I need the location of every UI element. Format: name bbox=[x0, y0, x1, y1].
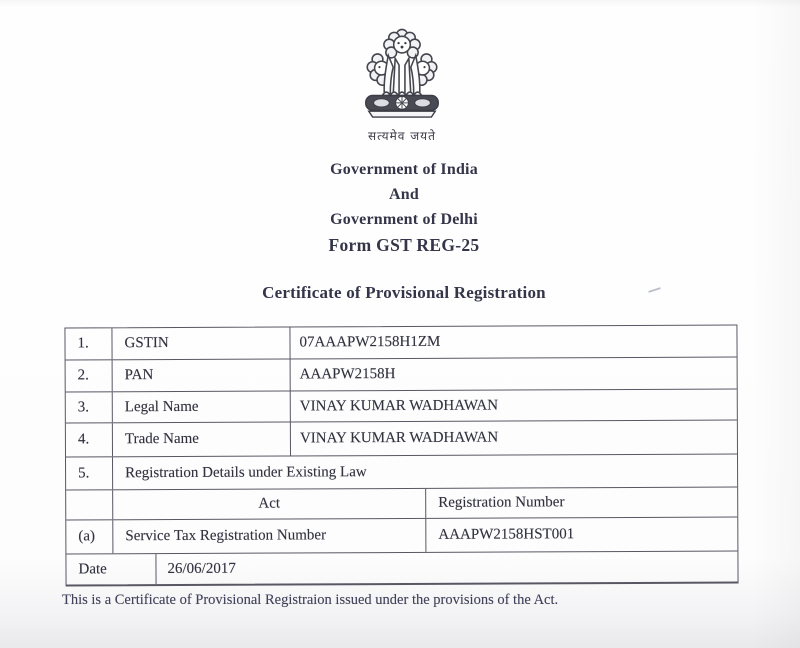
date-value: 26/06/2017 bbox=[167, 560, 236, 577]
emblem-motto: सत्यमेव जयते bbox=[368, 129, 436, 143]
national-emblem-of-india bbox=[352, 26, 452, 144]
footer-note: This is a Certificate of Provisional Registraion issued under the provisions of the Act. bbox=[62, 592, 559, 608]
form-number: Form GST REG-25 bbox=[328, 235, 480, 255]
service-tax-registration-number-value: AAAPW2158HST001 bbox=[438, 526, 575, 543]
act-column-header: Act bbox=[113, 489, 426, 519]
row-number: 1. bbox=[65, 328, 112, 359]
table-row-service-tax bbox=[66, 518, 737, 555]
table-row-act-header bbox=[66, 488, 737, 521]
certificate-title: Certificate of Provisional Registration bbox=[262, 283, 546, 302]
row-label: GSTIN bbox=[112, 327, 290, 359]
header-government-of-india: Government of India bbox=[330, 161, 478, 178]
row-number: 5. bbox=[66, 457, 113, 489]
empty-cell bbox=[66, 490, 113, 519]
row-number: 4. bbox=[66, 423, 113, 456]
registration-table bbox=[64, 325, 738, 587]
row-number: (a) bbox=[66, 520, 113, 553]
header-and: And bbox=[389, 186, 419, 203]
table-row-pan bbox=[66, 358, 737, 393]
table-row-trade-name bbox=[66, 421, 737, 458]
table-row-date bbox=[66, 552, 737, 585]
table-row-legal-name bbox=[66, 390, 737, 424]
service-tax-label: Service Tax Registration Number bbox=[113, 519, 426, 553]
pan-value: AAAPW2158H bbox=[299, 366, 396, 383]
legal-name-value: VINAY KUMAR WADHAWAN bbox=[299, 397, 499, 414]
row-label: Legal Name bbox=[113, 391, 291, 422]
date-label: Date bbox=[66, 554, 156, 584]
trade-name-value: VINAY KUMAR WADHAWAN bbox=[299, 429, 499, 447]
ashoka-lion-capital-icon bbox=[352, 26, 452, 120]
registration-number-column-header: Registration Number bbox=[438, 494, 565, 511]
row-label: Trade Name bbox=[113, 422, 291, 456]
row-label: Registration Details under Existing Law bbox=[125, 463, 367, 481]
row-number: 3. bbox=[66, 392, 113, 422]
table-row-registration-details bbox=[66, 455, 737, 491]
header-government-of-delhi: Government of Delhi bbox=[330, 211, 478, 228]
gstin-value: 07AAAPW2158H1ZM bbox=[299, 333, 441, 351]
row-number: 2. bbox=[66, 360, 113, 391]
document-header bbox=[4, 157, 800, 258]
table-row-gstin bbox=[65, 326, 736, 361]
row-label: PAN bbox=[113, 359, 291, 391]
